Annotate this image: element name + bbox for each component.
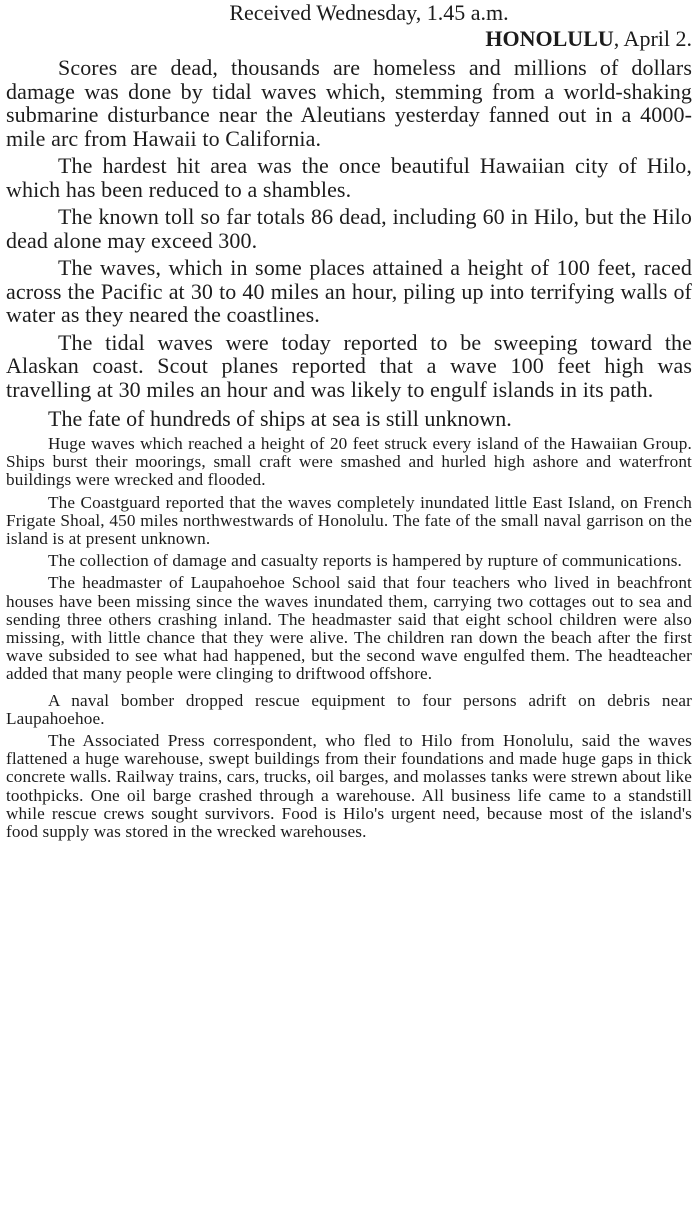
city-name: HONOLULU — [485, 26, 614, 51]
received-dateline: Received Wednesday, 1.45 a.m. — [229, 0, 509, 25]
body-paragraph: The Associated Press correspondent, who fled to Hilo from Honolulu, said the waves flattened a huge warehouse, swept buildings from their foundations and made huge gaps in thick concrete walls. Railway trains, cars, trucks, oil barges, and molasses tanks were strewn about like toothpicks. One oil barge crashed through a warehouse. All business life came to a standstill while rescue crews sought survivors. Food is Hilo's urgent need, because most of the island's food supply was stored in the wrecked warehouses. — [6, 731, 692, 842]
lead-paragraph: The known toll so far totals 86 dead, including 60 in Hilo, but the Hilo dead alone may exceed 300. — [6, 204, 692, 253]
lead-paragraph: The waves, which in some places attained a height of 100 feet, raced across the Pacific at 30 to 40 miles an hour, piling up into terrifying walls of water as they neared the coastlines. — [6, 255, 692, 327]
body-paragraph: The Coastguard reported that the waves completely inundated little East Island, on French Frigate Shoal, 450 miles northwestwards of Honolulu. The fate of the small naval garrison on the island is at present unknown. — [6, 492, 692, 549]
body-paragraph: The headmaster of Laupahoehoe School said that four teachers who lived in beachfront houses have been missing since the waves inundated them, carrying two cottages out to sea and sending three others crashing inland. The headmaster said that eight school children were also missing, with little chance that they were alive. The children ran down the beach after the first wave subsided to see what had happened, but the second wave engulfed them. The headteacher added that many people were clinging to driftwood offshore. — [6, 573, 692, 684]
lead-paragraph: The hardest hit area was the once beautiful Hawaiian city of Hilo, which has been reduced to a shambles. — [6, 153, 692, 202]
date-text: , April 2. — [613, 26, 692, 51]
lead-paragraph: Scores are dead, thousands are homeless and millions of dollars damage was done by tidal waves which, stemming from a world-shaking submarine disturbance near the Aleutians yesterday fanned out in a 4000-mile arc from Hawaii to California. — [6, 55, 692, 151]
place-date-line — [6, 26, 692, 52]
ships-fate-sentence: The fate of hundreds of ships at sea is still unknown. — [48, 406, 512, 431]
body-paragraph: Huge waves which reached a height of 20 feet struck every island of the Hawaiian Group. Ships burst their moorings, small craft were smashed and hurled high ashore and waterfront buildings were wrecked and flooded. — [6, 434, 692, 490]
body-paragraph: A naval bomber dropped rescue equipment to four persons adrift on debris near Laupahoehoe. — [6, 690, 692, 728]
body-paragraph: The collection of damage and casualty reports is hampered by rupture of communications. — [48, 551, 682, 571]
lead-paragraph: The tidal waves were today reported to be sweeping toward the Alaskan coast. Scout planes reported that a wave 100 feet high was travelling at 30 miles an hour and was likely to engulf islands in its path. — [6, 329, 692, 402]
news-article — [6, 0, 692, 841]
